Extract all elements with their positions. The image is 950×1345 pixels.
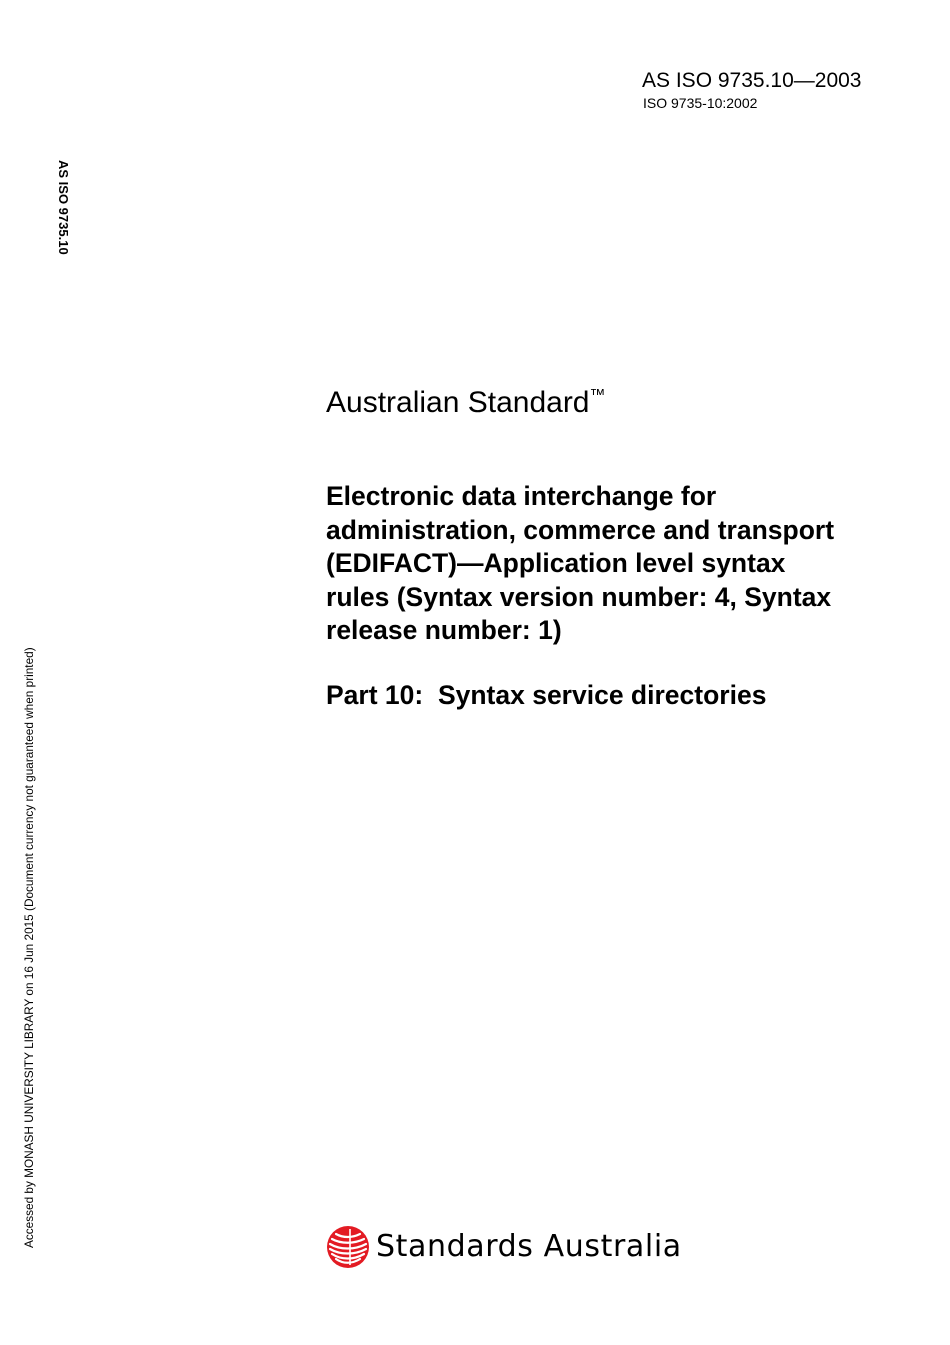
access-note-box: [20, 598, 40, 1248]
trademark-mark: ™: [589, 387, 606, 404]
title-line: Electronic data interchange for: [326, 481, 717, 511]
publisher-name: Standards Australia: [376, 1229, 682, 1264]
document-title: [326, 480, 906, 648]
series-name: Australian Standard: [326, 386, 590, 419]
publisher-logo: [326, 1224, 682, 1270]
iso-number: ISO 9735-10:2002: [643, 95, 758, 111]
series-label: [326, 378, 606, 421]
spine-label: AS ISO 9735.10: [56, 160, 71, 255]
part-title: Part 10: Syntax service directories: [326, 680, 767, 710]
access-note: Accessed by MONASH UNIVERSITY LIBRARY on 16 Jun 2015 (Document currency not guaranteed when printed): [22, 647, 36, 1248]
title-line: rules (Syntax version number: 4, Syntax: [326, 581, 832, 612]
title-line: release number: 1): [326, 615, 562, 645]
title-line: administration, commerce and transport: [326, 514, 835, 545]
standards-australia-logo-icon: [326, 1225, 370, 1269]
standard-number: AS ISO 9735.10—2003: [642, 69, 862, 92]
title-line: (EDIFACT)—Application level syntax: [326, 548, 786, 578]
spine-label-box: [55, 160, 75, 270]
